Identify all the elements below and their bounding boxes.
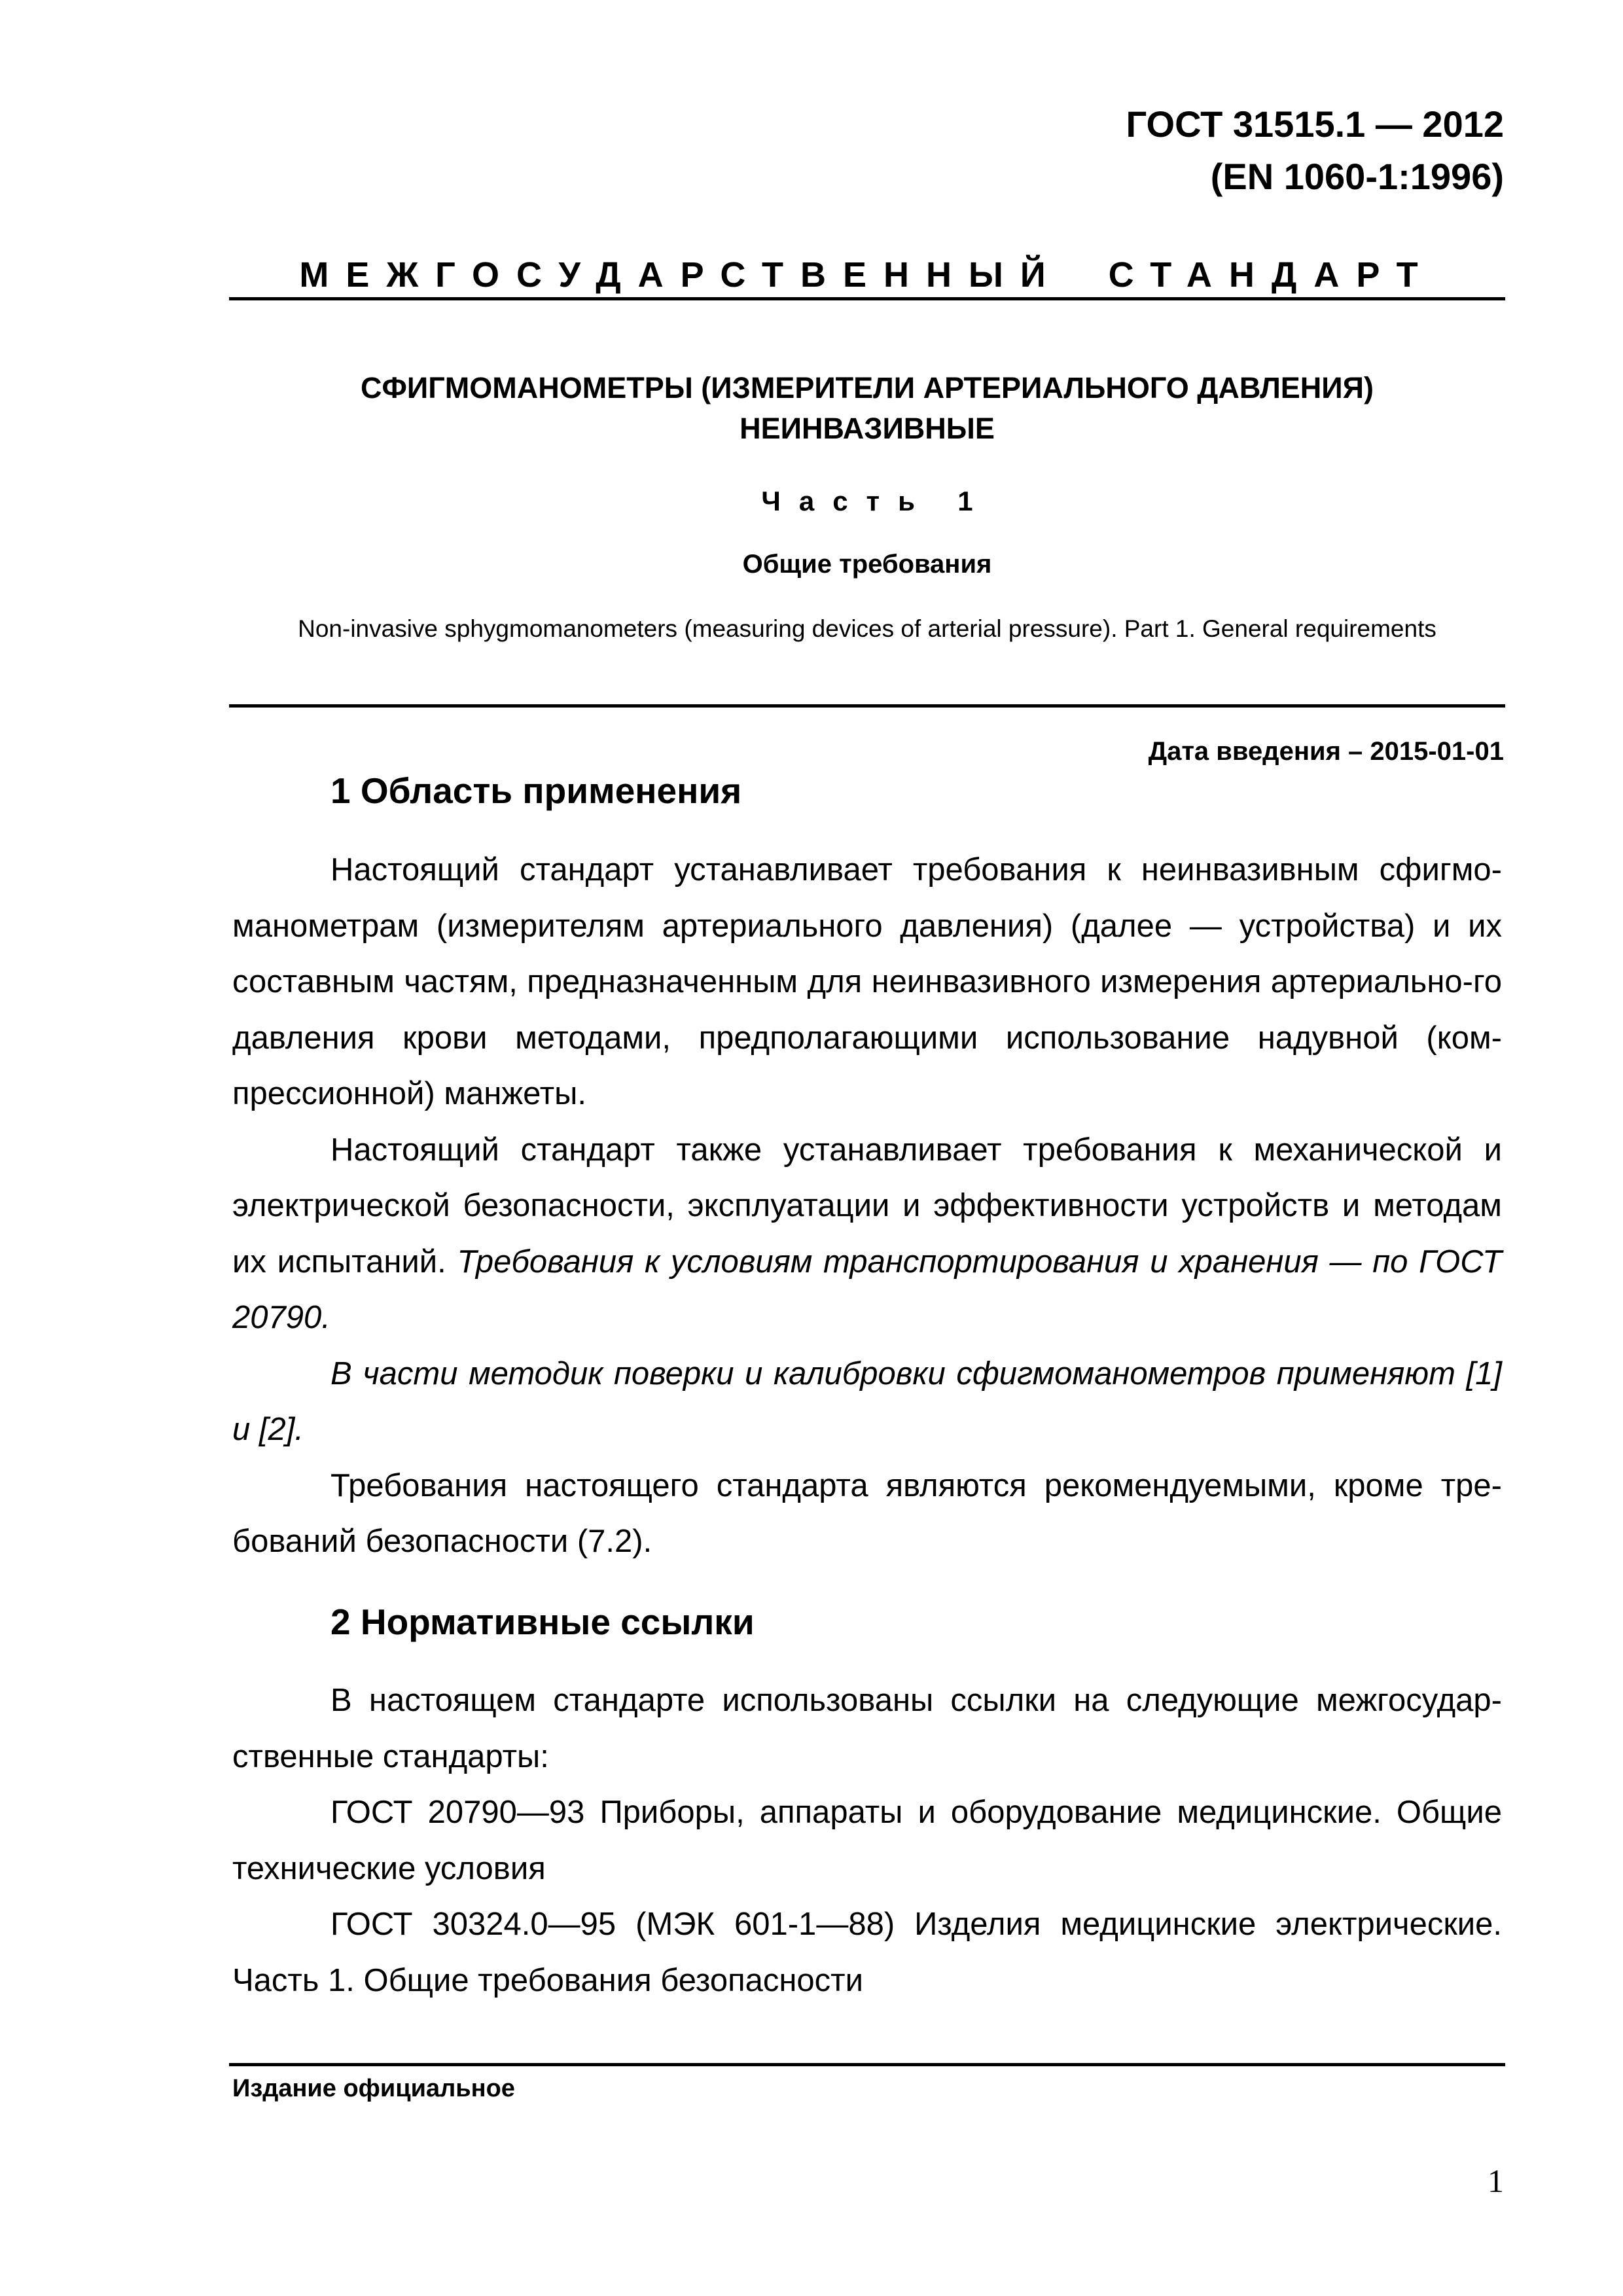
part-number: 1 xyxy=(957,486,973,516)
interstate-standard-banner xyxy=(229,249,1505,301)
designation-number: ГОСТ 31515.1 — 2012 xyxy=(1126,103,1504,145)
section-2-reference-2: ГОСТ 30324.0—95 (МЭК 601-1—88) Изделия медицинские электрические. Часть 1. Общие требования безопасности xyxy=(232,1907,1502,1998)
section-1-heading: 1 Область применения xyxy=(330,770,742,811)
section-1-body xyxy=(232,842,1502,1570)
part-title: Общие требования xyxy=(742,550,992,579)
part-label xyxy=(229,482,1505,521)
document-title xyxy=(229,368,1505,449)
introduction-date: Дата введения – 2015-01-01 xyxy=(1148,737,1504,766)
section-2-reference-1: ГОСТ 20790—93 Приборы, аппараты и оборудование медицинские. Общие технические условия xyxy=(232,1795,1502,1886)
banner-word-standard: СТАНДАРТ xyxy=(1108,255,1435,295)
section-1-paragraph-2-text: Настоящий стандарт также устанавливает требования к механической и электрической безопасности, эксплуатации и эффективности устройств и методам их испытаний. xyxy=(232,1132,1502,1280)
part-word: Часть xyxy=(761,486,933,516)
section-2-heading: 2 Нормативные ссылки xyxy=(330,1602,755,1642)
standard-designation xyxy=(1126,98,1505,203)
title-line-2: НЕИНВАЗИВНЫЕ xyxy=(740,412,995,445)
divider-middle xyxy=(229,704,1505,708)
page-number: 1 xyxy=(1488,2162,1504,2199)
section-1-paragraph-3: В части методик поверки и калибровки сфигмоманометров применяют [1] и [2]. xyxy=(232,1355,1502,1447)
designation-en-equivalent: (EN 1060-1:1996) xyxy=(1210,156,1504,197)
section-2-body xyxy=(232,1673,1502,2009)
banner-word-interstate: МЕЖГОСУДАРСТВЕННЫЙ xyxy=(299,255,1063,295)
section-1-paragraph-1: Настоящий стандарт устанавливает требования к неинвазивным сфигмо-манометрам (измерителям артериального давления) (далее — устройства) и их составным частям, предназначенным для неинвазивного измерения артериально-го давления крови методами, предполагающими использование надувной (ком-прессионной) манжеты. xyxy=(232,852,1502,1111)
divider-bottom xyxy=(229,2063,1505,2066)
section-1-paragraph-4: Требования настоящего стандарта являются рекомендуемыми, кроме тре-бований безопасности (7.2). xyxy=(232,1467,1502,1559)
section-2-paragraph-1: В настоящем стандарте использованы ссылки на следующие межгосудар-ственные стандарты: xyxy=(232,1683,1502,1774)
official-edition-label: Издание официальное xyxy=(232,2075,515,2102)
title-line-1: СФИГМОМАНОМЕТРЫ (ИЗМЕРИТЕЛИ АРТЕРИАЛЬНОГО ДАВЛЕНИЯ) xyxy=(361,371,1374,404)
section-1-paragraph-2 xyxy=(232,1122,1502,1346)
english-title: Non-invasive sphygmomanometers (measuring devices of arterial pressure). Part 1. General requirements xyxy=(298,615,1436,642)
section-1-paragraph-2-italic: Требования к условиям транспортирования и хранения — по ГОСТ 20790. xyxy=(232,1244,1502,1335)
divider-top xyxy=(229,297,1505,300)
